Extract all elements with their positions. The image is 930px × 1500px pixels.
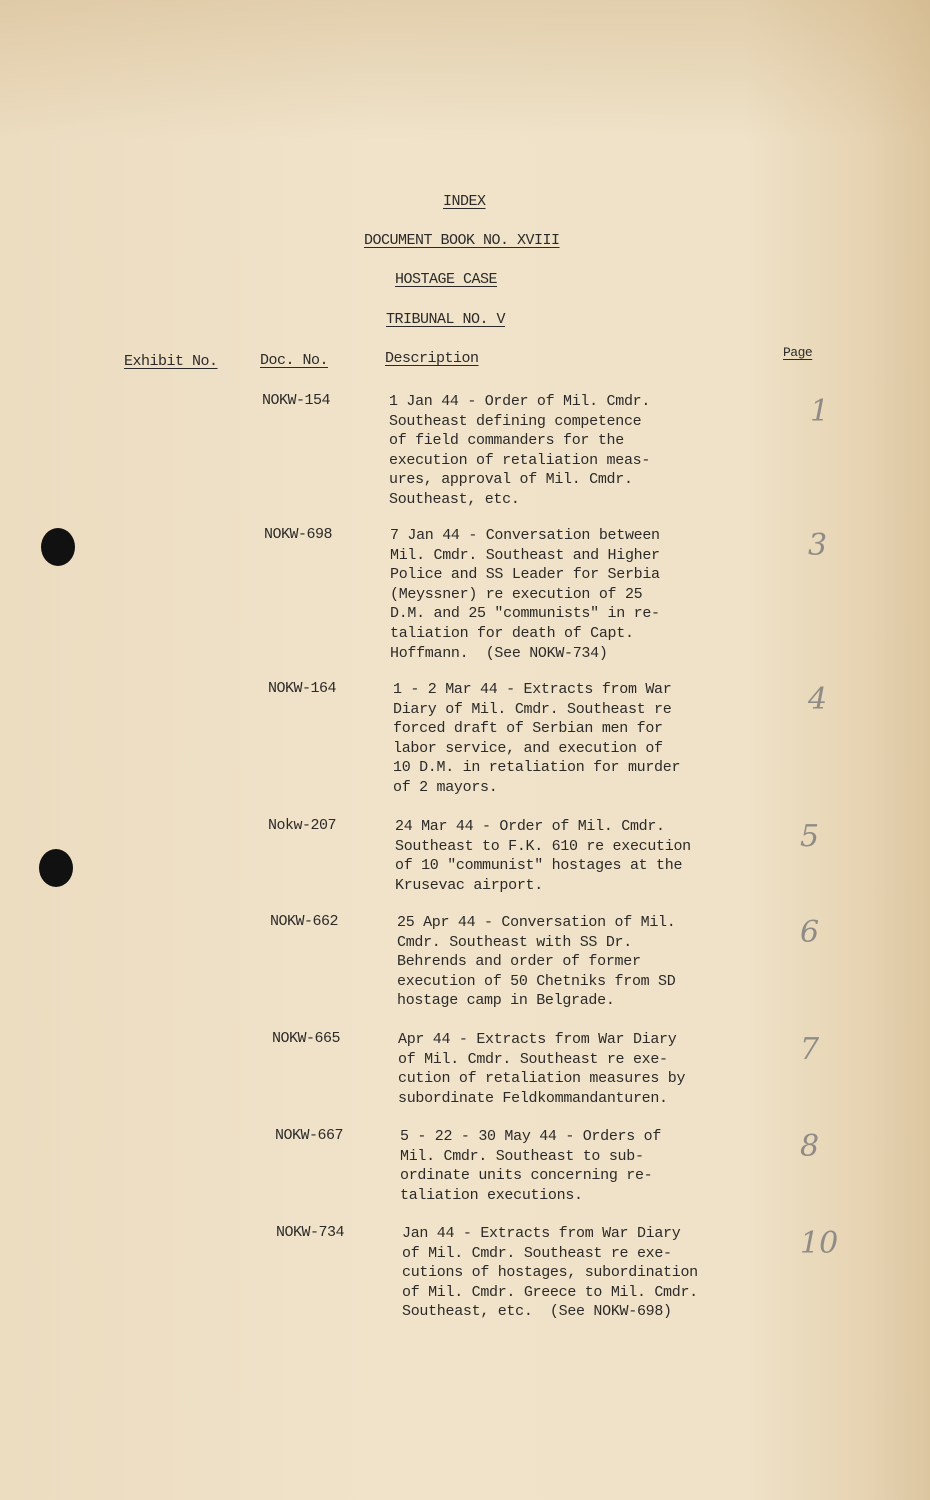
- description-line: Diary of Mil. Cmdr. Southeast re: [393, 700, 672, 718]
- doc-number: NOKW-154: [262, 392, 331, 409]
- description-line: Southeast, etc. (See NOKW-698): [402, 1303, 672, 1321]
- description-line: Hoffmann. (See NOKW-734): [390, 644, 608, 662]
- doc-number: NOKW-164: [268, 680, 337, 697]
- index-title: INDEX: [443, 193, 486, 210]
- description-line: ordinate units concerning re-: [400, 1167, 653, 1185]
- page-number: 10: [800, 1226, 839, 1261]
- description-line: of Mil. Cmdr. Southeast re exe-: [398, 1050, 668, 1068]
- description-line: execution of retaliation meas-: [389, 451, 651, 469]
- description-line: Behrends and order of former: [397, 953, 641, 971]
- entry-description: [402, 1224, 698, 1322]
- description-line: of field commanders for the: [389, 432, 624, 450]
- description-line: 24 Mar 44 - Order of Mil. Cmdr.: [395, 818, 665, 835]
- description-line: Cmdr. Southeast with SS Dr.: [397, 933, 632, 951]
- description-line: Apr 44 - Extracts from War Diary: [398, 1031, 677, 1048]
- entry-description: [398, 1030, 685, 1108]
- description-line: labor service, and execution of: [393, 739, 663, 757]
- description-line: 5 - 22 - 30 May 44 - Orders of: [400, 1128, 662, 1145]
- description-line: cutions of hostages, subordination: [402, 1264, 698, 1282]
- doc-number: NOKW-665: [272, 1030, 341, 1047]
- doc-number: NOKW-662: [270, 913, 339, 930]
- doc-number: NOKW-667: [275, 1127, 344, 1144]
- description-line: taliation executions.: [400, 1186, 583, 1204]
- doc-number: NOKW-698: [264, 526, 333, 543]
- entry-description: [400, 1127, 661, 1205]
- description-line: Krusevac airport.: [395, 876, 543, 894]
- description-line: 1 - 2 Mar 44 - Extracts from War: [393, 681, 672, 698]
- entry-description: [390, 526, 660, 663]
- doc-column-header: Doc. No.: [260, 352, 329, 369]
- description-column-header: Description: [385, 350, 479, 367]
- description-line: Mil. Cmdr. Southeast to sub-: [400, 1147, 644, 1165]
- page-number: 4: [808, 682, 828, 717]
- description-line: D.M. and 25 "communists" in re-: [390, 605, 660, 623]
- entry-description: [389, 392, 650, 510]
- description-line: of 10 "communist" hostages at the: [395, 857, 683, 875]
- page-number: 5: [800, 819, 820, 854]
- page-number: 1: [810, 394, 830, 429]
- description-line: Mil. Cmdr. Southeast and Higher: [390, 546, 660, 564]
- description-line: Southeast defining competence: [389, 412, 642, 430]
- description-line: 7 Jan 44 - Conversation between: [390, 527, 660, 544]
- description-line: hostage camp in Belgrade.: [397, 992, 615, 1010]
- paper-shading: [0, 0, 930, 140]
- description-line: (Meyssner) re execution of 25: [390, 585, 643, 603]
- description-line: 25 Apr 44 - Conversation of Mil.: [397, 914, 676, 931]
- description-line: cution of retaliation measures by: [398, 1070, 686, 1088]
- description-line: Police and SS Leader for Serbia: [390, 566, 660, 584]
- punch-hole: [39, 849, 73, 887]
- entry-description: [397, 913, 675, 1011]
- description-line: of Mil. Cmdr. Southeast re exe-: [402, 1244, 672, 1262]
- page-number: 6: [800, 915, 820, 950]
- entry-description: [395, 817, 691, 895]
- description-line: 10 D.M. in retaliation for murder: [393, 759, 681, 777]
- doc-number: NOKW-734: [276, 1224, 345, 1241]
- page-column-header: Page: [783, 345, 813, 360]
- description-line: subordinate Feldkommandanturen.: [398, 1089, 668, 1107]
- page-number: 7: [800, 1032, 820, 1067]
- page-number: 3: [808, 528, 828, 563]
- entry-description: [393, 680, 680, 798]
- description-line: execution of 50 Chetniks from SD: [397, 972, 676, 990]
- description-line: 1 Jan 44 - Order of Mil. Cmdr.: [389, 393, 651, 410]
- description-line: Southeast to F.K. 610 re execution: [395, 837, 691, 855]
- description-line: of Mil. Cmdr. Greece to Mil. Cmdr.: [402, 1283, 698, 1301]
- exhibit-column-header: Exhibit No.: [124, 353, 218, 370]
- case-heading: HOSTAGE CASE: [395, 271, 498, 288]
- description-line: taliation for death of Capt.: [390, 624, 634, 642]
- description-line: forced draft of Serbian men for: [393, 720, 663, 738]
- tribunal-heading: TRIBUNAL NO. V: [386, 311, 506, 328]
- punch-hole: [41, 528, 75, 566]
- doc-number: Nokw-207: [268, 817, 337, 834]
- description-line: ures, approval of Mil. Cmdr.: [389, 471, 633, 489]
- description-line: of 2 mayors.: [393, 778, 498, 796]
- description-line: Jan 44 - Extracts from War Diary: [402, 1225, 681, 1242]
- document-book-heading: DOCUMENT BOOK NO. XVIII: [364, 232, 560, 249]
- page-number: 8: [800, 1129, 820, 1164]
- description-line: Southeast, etc.: [389, 490, 520, 508]
